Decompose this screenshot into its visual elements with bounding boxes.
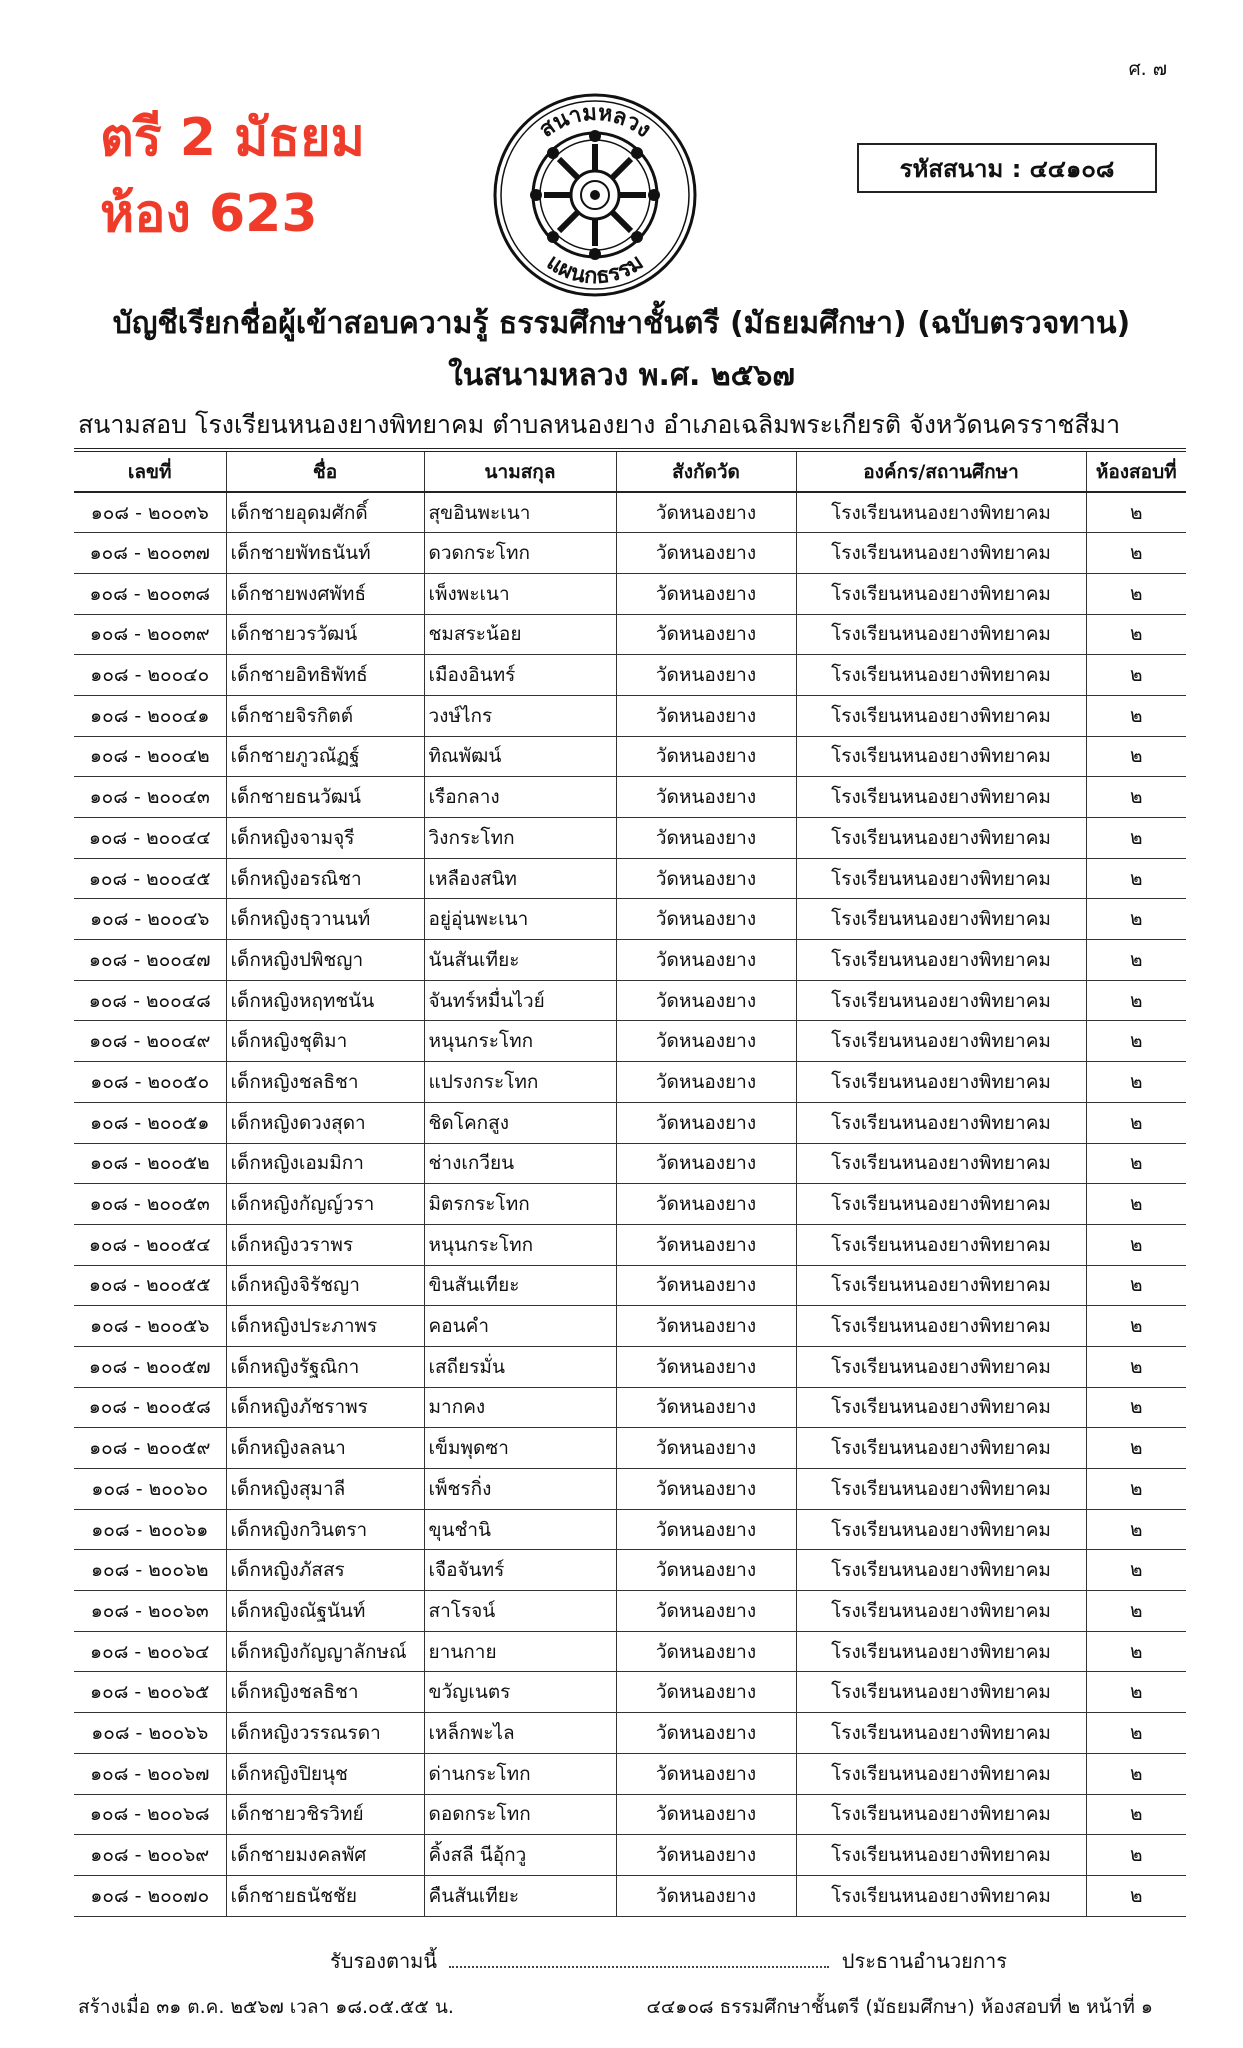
last-name-cell: เพ็ชรกิ่ง bbox=[424, 1469, 616, 1510]
table-row bbox=[74, 1509, 1186, 1550]
temple-cell: วัดหนองยาง bbox=[616, 818, 796, 859]
temple-cell: วัดหนองยาง bbox=[616, 695, 796, 736]
school-cell: โรงเรียนหนองยางพิทยาคม bbox=[796, 1509, 1086, 1550]
last-name-cell: คอนคำ bbox=[424, 1306, 616, 1347]
table-row bbox=[74, 1794, 1186, 1835]
exam-code-box bbox=[857, 143, 1157, 193]
table-row bbox=[74, 1753, 1186, 1794]
last-name-cell: เหล็กพะไล bbox=[424, 1713, 616, 1754]
room-cell: ๒ bbox=[1086, 1550, 1186, 1591]
table-row bbox=[74, 1550, 1186, 1591]
exam-number-cell: ๑๐๘ - ๒๐๐๔๓ bbox=[74, 777, 226, 818]
school-cell: โรงเรียนหนองยางพิทยาคม bbox=[796, 1713, 1086, 1754]
first-name-cell: เด็กชายอุดมศักดิ์ bbox=[226, 492, 424, 533]
room-cell: ๒ bbox=[1086, 736, 1186, 777]
room-cell: ๒ bbox=[1086, 1591, 1186, 1632]
first-name-cell: เด็กชายมงคลพัศ bbox=[226, 1835, 424, 1876]
first-name-cell: เด็กหญิงชุติมา bbox=[226, 1021, 424, 1062]
school-cell: โรงเรียนหนองยางพิทยาคม bbox=[796, 573, 1086, 614]
exam-venue: สนามสอบ โรงเรียนหนองยางพิทยาคม ตำบลหนองยาง อำเภอเฉลิมพระเกียรติ จังหวัดนครราชสีมา bbox=[78, 410, 1121, 439]
temple-cell: วัดหนองยาง bbox=[616, 1631, 796, 1672]
table-row bbox=[74, 1387, 1186, 1428]
school-cell: โรงเรียนหนองยางพิทยาคม bbox=[796, 736, 1086, 777]
temple-cell: วัดหนองยาง bbox=[616, 1224, 796, 1265]
last-name-cell: เรือกลาง bbox=[424, 777, 616, 818]
room-cell: ๒ bbox=[1086, 1713, 1186, 1754]
table-row bbox=[74, 1428, 1186, 1469]
temple-cell: วัดหนองยาง bbox=[616, 1387, 796, 1428]
page-footer-info: ๔๔๑๐๘ ธรรมศึกษาชั้นตรี (มัธยมศึกษา) ห้องสอบที่ ๒ หน้าที่ ๑ bbox=[646, 1996, 1153, 2018]
table-header-row bbox=[74, 450, 1186, 492]
exam-number-cell: ๑๐๘ - ๒๐๐๓๗ bbox=[74, 533, 226, 574]
first-name-cell: เด็กชายพัทธนันท์ bbox=[226, 533, 424, 574]
exam-number-cell: ๑๐๘ - ๒๐๐๔๒ bbox=[74, 736, 226, 777]
column-header: ห้องสอบที่ bbox=[1086, 450, 1186, 492]
column-header: นามสกุล bbox=[424, 450, 616, 492]
exam-number-cell: ๑๐๘ - ๒๐๐๓๖ bbox=[74, 492, 226, 533]
school-cell: โรงเรียนหนองยางพิทยาคม bbox=[796, 1835, 1086, 1876]
table-row bbox=[74, 1591, 1186, 1632]
school-cell: โรงเรียนหนองยางพิทยาคม bbox=[796, 1875, 1086, 1916]
dharma-wheel-seal-icon bbox=[492, 92, 698, 298]
school-cell: โรงเรียนหนองยางพิทยาคม bbox=[796, 695, 1086, 736]
exam-number-cell: ๑๐๘ - ๒๐๐๓๙ bbox=[74, 614, 226, 655]
temple-cell: วัดหนองยาง bbox=[616, 1184, 796, 1225]
last-name-cell: เหลืองสนิท bbox=[424, 858, 616, 899]
first-name-cell: เด็กหญิงรัฐณิกา bbox=[226, 1346, 424, 1387]
exam-number-cell: ๑๐๘ - ๒๐๐๖๙ bbox=[74, 1835, 226, 1876]
temple-cell: วัดหนองยาง bbox=[616, 858, 796, 899]
exam-number-cell: ๑๐๘ - ๒๐๐๔๑ bbox=[74, 695, 226, 736]
table-row bbox=[74, 899, 1186, 940]
first-name-cell: เด็กชายธนวัฒน์ bbox=[226, 777, 424, 818]
table-row bbox=[74, 1184, 1186, 1225]
last-name-cell: ดวดกระโทก bbox=[424, 533, 616, 574]
table-row bbox=[74, 492, 1186, 533]
first-name-cell: เด็กหญิงอรณิชา bbox=[226, 858, 424, 899]
room-note-line2: ห้อง 623 bbox=[100, 184, 318, 244]
temple-cell: วัดหนองยาง bbox=[616, 1021, 796, 1062]
exam-number-cell: ๑๐๘ - ๒๐๐๖๔ bbox=[74, 1631, 226, 1672]
first-name-cell: เด็กหญิงชลธิชา bbox=[226, 1672, 424, 1713]
exam-number-cell: ๑๐๘ - ๒๐๐๖๒ bbox=[74, 1550, 226, 1591]
room-cell: ๒ bbox=[1086, 1224, 1186, 1265]
certify-label: รับรองตามนี้ bbox=[330, 1949, 438, 1973]
table-row bbox=[74, 980, 1186, 1021]
temple-cell: วัดหนองยาง bbox=[616, 1550, 796, 1591]
column-header: สังกัดวัด bbox=[616, 450, 796, 492]
temple-cell: วัดหนองยาง bbox=[616, 1306, 796, 1347]
temple-cell: วัดหนองยาง bbox=[616, 899, 796, 940]
room-cell: ๒ bbox=[1086, 492, 1186, 533]
exam-number-cell: ๑๐๘ - ๒๐๐๓๘ bbox=[74, 573, 226, 614]
school-cell: โรงเรียนหนองยางพิทยาคม bbox=[796, 655, 1086, 696]
school-cell: โรงเรียนหนองยางพิทยาคม bbox=[796, 1591, 1086, 1632]
table-row bbox=[74, 1102, 1186, 1143]
last-name-cell: เมืองอินทร์ bbox=[424, 655, 616, 696]
exam-number-cell: ๑๐๘ - ๒๐๐๖๖ bbox=[74, 1713, 226, 1754]
room-cell: ๒ bbox=[1086, 1184, 1186, 1225]
room-cell: ๒ bbox=[1086, 1306, 1186, 1347]
room-cell: ๒ bbox=[1086, 1875, 1186, 1916]
temple-cell: วัดหนองยาง bbox=[616, 614, 796, 655]
school-cell: โรงเรียนหนองยางพิทยาคม bbox=[796, 1062, 1086, 1103]
table-row bbox=[74, 1021, 1186, 1062]
first-name-cell: เด็กหญิงลลนา bbox=[226, 1428, 424, 1469]
exam-number-cell: ๑๐๘ - ๒๐๐๔๕ bbox=[74, 858, 226, 899]
room-cell: ๒ bbox=[1086, 1062, 1186, 1103]
room-cell: ๒ bbox=[1086, 614, 1186, 655]
last-name-cell: วงษ์ไกร bbox=[424, 695, 616, 736]
temple-cell: วัดหนองยาง bbox=[616, 736, 796, 777]
temple-cell: วัดหนองยาง bbox=[616, 1469, 796, 1510]
table-row bbox=[74, 1631, 1186, 1672]
temple-cell: วัดหนองยาง bbox=[616, 940, 796, 981]
room-cell: ๒ bbox=[1086, 980, 1186, 1021]
exam-number-cell: ๑๐๘ - ๒๐๐๖๕ bbox=[74, 1672, 226, 1713]
table-row bbox=[74, 573, 1186, 614]
temple-cell: วัดหนองยาง bbox=[616, 1794, 796, 1835]
school-cell: โรงเรียนหนองยางพิทยาคม bbox=[796, 1265, 1086, 1306]
first-name-cell: เด็กหญิงกวินตรา bbox=[226, 1509, 424, 1550]
document-title: บัญชีเรียกชื่อผู้เข้าสอบความรู้ ธรรมศึกษาชั้นตรี (มัธยมศึกษา) (ฉบับตรวจทาน) bbox=[112, 306, 1131, 341]
school-cell: โรงเรียนหนองยางพิทยาคม bbox=[796, 1631, 1086, 1672]
last-name-cell: เข็มพุดซา bbox=[424, 1428, 616, 1469]
temple-cell: วัดหนองยาง bbox=[616, 573, 796, 614]
first-name-cell: เด็กหญิงดวงสุดา bbox=[226, 1102, 424, 1143]
first-name-cell: เด็กหญิงกัญญ์วรา bbox=[226, 1184, 424, 1225]
last-name-cell: หนุนกระโทก bbox=[424, 1224, 616, 1265]
temple-cell: วัดหนองยาง bbox=[616, 1265, 796, 1306]
room-cell: ๒ bbox=[1086, 777, 1186, 818]
last-name-cell: วิงกระโทก bbox=[424, 818, 616, 859]
table-row bbox=[74, 1835, 1186, 1876]
table-row bbox=[74, 1265, 1186, 1306]
first-name-cell: เด็กชายวชิรวิทย์ bbox=[226, 1794, 424, 1835]
school-cell: โรงเรียนหนองยางพิทยาคม bbox=[796, 1794, 1086, 1835]
table-row bbox=[74, 695, 1186, 736]
school-cell: โรงเรียนหนองยางพิทยาคม bbox=[796, 1672, 1086, 1713]
room-cell: ๒ bbox=[1086, 1143, 1186, 1184]
table-row bbox=[74, 1062, 1186, 1103]
certification-line bbox=[330, 1945, 1007, 1977]
school-cell: โรงเรียนหนองยางพิทยาคม bbox=[796, 1306, 1086, 1347]
table-row bbox=[74, 1224, 1186, 1265]
column-header: ชื่อ bbox=[226, 450, 424, 492]
room-cell: ๒ bbox=[1086, 858, 1186, 899]
exam-code: รหัสสนาม : ๔๔๑๐๘ bbox=[899, 154, 1115, 183]
first-name-cell: เด็กหญิงสุมาลี bbox=[226, 1469, 424, 1510]
table-row bbox=[74, 818, 1186, 859]
room-cell: ๒ bbox=[1086, 573, 1186, 614]
table-row bbox=[74, 614, 1186, 655]
school-cell: โรงเรียนหนองยางพิทยาคม bbox=[796, 899, 1086, 940]
last-name-cell: ขุนชำนิ bbox=[424, 1509, 616, 1550]
exam-number-cell: ๑๐๘ - ๒๐๐๗๐ bbox=[74, 1875, 226, 1916]
room-cell: ๒ bbox=[1086, 1631, 1186, 1672]
first-name-cell: เด็กชายธนัชชัย bbox=[226, 1875, 424, 1916]
exam-number-cell: ๑๐๘ - ๒๐๐๖๐ bbox=[74, 1469, 226, 1510]
temple-cell: วัดหนองยาง bbox=[616, 1591, 796, 1632]
exam-number-cell: ๑๐๘ - ๒๐๐๔๗ bbox=[74, 940, 226, 981]
first-name-cell: เด็กหญิงเอมมิกา bbox=[226, 1143, 424, 1184]
school-cell: โรงเรียนหนองยางพิทยาคม bbox=[796, 1021, 1086, 1062]
room-cell: ๒ bbox=[1086, 818, 1186, 859]
temple-cell: วัดหนองยาง bbox=[616, 655, 796, 696]
school-cell: โรงเรียนหนองยางพิทยาคม bbox=[796, 1428, 1086, 1469]
room-cell: ๒ bbox=[1086, 1021, 1186, 1062]
document-subtitle: ในสนามหลวง พ.ศ. ๒๕๖๗ bbox=[448, 358, 795, 393]
last-name-cell: ชิดโคกสูง bbox=[424, 1102, 616, 1143]
room-cell: ๒ bbox=[1086, 1753, 1186, 1794]
school-cell: โรงเรียนหนองยางพิทยาคม bbox=[796, 1469, 1086, 1510]
last-name-cell: คืนสันเทียะ bbox=[424, 1875, 616, 1916]
school-cell: โรงเรียนหนองยางพิทยาคม bbox=[796, 1184, 1086, 1225]
last-name-cell: มากคง bbox=[424, 1387, 616, 1428]
signature-dotted-line bbox=[449, 1952, 829, 1968]
school-cell: โรงเรียนหนองยางพิทยาคม bbox=[796, 1143, 1086, 1184]
temple-cell: วัดหนองยาง bbox=[616, 980, 796, 1021]
exam-number-cell: ๑๐๘ - ๒๐๐๕๗ bbox=[74, 1346, 226, 1387]
table-row bbox=[74, 777, 1186, 818]
school-cell: โรงเรียนหนองยางพิทยาคม bbox=[796, 614, 1086, 655]
first-name-cell: เด็กชายอิทธิพัทธ์ bbox=[226, 655, 424, 696]
exam-number-cell: ๑๐๘ - ๒๐๐๔๘ bbox=[74, 980, 226, 1021]
seal-bottom-text: แผนกธรรม bbox=[541, 249, 649, 290]
first-name-cell: เด็กหญิงภัชราพร bbox=[226, 1387, 424, 1428]
last-name-cell: ขวัญเนตร bbox=[424, 1672, 616, 1713]
table-row bbox=[74, 736, 1186, 777]
first-name-cell: เด็กหญิงประภาพร bbox=[226, 1306, 424, 1347]
table-row bbox=[74, 1346, 1186, 1387]
school-cell: โรงเรียนหนองยางพิทยาคม bbox=[796, 492, 1086, 533]
room-cell: ๒ bbox=[1086, 1794, 1186, 1835]
table-row bbox=[74, 655, 1186, 696]
school-cell: โรงเรียนหนองยางพิทยาคม bbox=[796, 533, 1086, 574]
last-name-cell: นันสันเทียะ bbox=[424, 940, 616, 981]
temple-cell: วัดหนองยาง bbox=[616, 533, 796, 574]
school-cell: โรงเรียนหนองยางพิทยาคม bbox=[796, 1550, 1086, 1591]
school-cell: โรงเรียนหนองยางพิทยาคม bbox=[796, 1346, 1086, 1387]
last-name-cell: แปรงกระโทก bbox=[424, 1062, 616, 1103]
exam-number-cell: ๑๐๘ - ๒๐๐๕๖ bbox=[74, 1306, 226, 1347]
room-cell: ๒ bbox=[1086, 655, 1186, 696]
last-name-cell: ขินสันเทียะ bbox=[424, 1265, 616, 1306]
last-name-cell: เพ็งพะเนา bbox=[424, 573, 616, 614]
last-name-cell: ยานกาย bbox=[424, 1631, 616, 1672]
column-header: เลขที่ bbox=[74, 450, 226, 492]
school-cell: โรงเรียนหนองยางพิทยาคม bbox=[796, 1753, 1086, 1794]
last-name-cell: สาโรจน์ bbox=[424, 1591, 616, 1632]
first-name-cell: เด็กหญิงจามจุรี bbox=[226, 818, 424, 859]
room-cell: ๒ bbox=[1086, 1387, 1186, 1428]
last-name-cell: เจือจันทร์ bbox=[424, 1550, 616, 1591]
room-cell: ๒ bbox=[1086, 1672, 1186, 1713]
table-row bbox=[74, 1713, 1186, 1754]
first-name-cell: เด็กหญิงวราพร bbox=[226, 1224, 424, 1265]
school-cell: โรงเรียนหนองยางพิทยาคม bbox=[796, 777, 1086, 818]
last-name-cell: ทิณพัฒน์ bbox=[424, 736, 616, 777]
temple-cell: วัดหนองยาง bbox=[616, 1835, 796, 1876]
room-cell: ๒ bbox=[1086, 899, 1186, 940]
exam-number-cell: ๑๐๘ - ๒๐๐๖๓ bbox=[74, 1591, 226, 1632]
last-name-cell: ด่านกระโทก bbox=[424, 1753, 616, 1794]
room-cell: ๒ bbox=[1086, 1346, 1186, 1387]
last-name-cell: ดอดกระโทก bbox=[424, 1794, 616, 1835]
exam-number-cell: ๑๐๘ - ๒๐๐๔๖ bbox=[74, 899, 226, 940]
room-cell: ๒ bbox=[1086, 1835, 1186, 1876]
temple-cell: วัดหนองยาง bbox=[616, 1672, 796, 1713]
school-cell: โรงเรียนหนองยางพิทยาคม bbox=[796, 1387, 1086, 1428]
seal-top-text: สนามหลวง bbox=[534, 100, 656, 143]
school-cell: โรงเรียนหนองยางพิทยาคม bbox=[796, 858, 1086, 899]
exam-number-cell: ๑๐๘ - ๒๐๐๕๒ bbox=[74, 1143, 226, 1184]
column-header: องค์กร/สถานศึกษา bbox=[796, 450, 1086, 492]
table-row bbox=[74, 940, 1186, 981]
room-cell: ๒ bbox=[1086, 1428, 1186, 1469]
school-cell: โรงเรียนหนองยางพิทยาคม bbox=[796, 818, 1086, 859]
first-name-cell: เด็กชายภูวณัฏฐ์ bbox=[226, 736, 424, 777]
last-name-cell: คิ้งสลี นีอุ้กวู bbox=[424, 1835, 616, 1876]
table-row bbox=[74, 1875, 1186, 1916]
room-cell: ๒ bbox=[1086, 940, 1186, 981]
exam-number-cell: ๑๐๘ - ๒๐๐๔๙ bbox=[74, 1021, 226, 1062]
first-name-cell: เด็กชายวรวัฒน์ bbox=[226, 614, 424, 655]
temple-cell: วัดหนองยาง bbox=[616, 492, 796, 533]
examinee-table bbox=[74, 448, 1186, 1917]
last-name-cell: ชมสระน้อย bbox=[424, 614, 616, 655]
created-timestamp: สร้างเมื่อ ๓๑ ต.ค. ๒๕๖๗ เวลา ๑๘.๐๕.๕๕ น. bbox=[78, 1996, 454, 2018]
temple-cell: วัดหนองยาง bbox=[616, 1143, 796, 1184]
table-row bbox=[74, 533, 1186, 574]
room-note-line1: ตรี 2 มัธยม bbox=[100, 108, 365, 168]
exam-number-cell: ๑๐๘ - ๒๐๐๔๐ bbox=[74, 655, 226, 696]
exam-number-cell: ๑๐๘ - ๒๐๐๖๘ bbox=[74, 1794, 226, 1835]
exam-number-cell: ๑๐๘ - ๒๐๐๕๕ bbox=[74, 1265, 226, 1306]
temple-cell: วัดหนองยาง bbox=[616, 1713, 796, 1754]
first-name-cell: เด็กหญิงหฤทชนัน bbox=[226, 980, 424, 1021]
last-name-cell: หนุนกระโทก bbox=[424, 1021, 616, 1062]
form-number: ศ. ๗ bbox=[1128, 58, 1167, 80]
table-row bbox=[74, 1143, 1186, 1184]
exam-number-cell: ๑๐๘ - ๒๐๐๕๘ bbox=[74, 1387, 226, 1428]
room-cell: ๒ bbox=[1086, 1469, 1186, 1510]
first-name-cell: เด็กหญิงชลธิชา bbox=[226, 1062, 424, 1103]
room-cell: ๒ bbox=[1086, 1102, 1186, 1143]
last-name-cell: เสถียรมั่น bbox=[424, 1346, 616, 1387]
first-name-cell: เด็กชายจิรกิตต์ bbox=[226, 695, 424, 736]
room-cell: ๒ bbox=[1086, 1265, 1186, 1306]
school-cell: โรงเรียนหนองยางพิทยาคม bbox=[796, 1224, 1086, 1265]
temple-cell: วัดหนองยาง bbox=[616, 1875, 796, 1916]
school-cell: โรงเรียนหนองยางพิทยาคม bbox=[796, 1102, 1086, 1143]
temple-cell: วัดหนองยาง bbox=[616, 777, 796, 818]
exam-number-cell: ๑๐๘ - ๒๐๐๔๔ bbox=[74, 818, 226, 859]
temple-cell: วัดหนองยาง bbox=[616, 1428, 796, 1469]
room-cell: ๒ bbox=[1086, 533, 1186, 574]
temple-cell: วัดหนองยาง bbox=[616, 1346, 796, 1387]
table-row bbox=[74, 1672, 1186, 1713]
exam-number-cell: ๑๐๘ - ๒๐๐๕๙ bbox=[74, 1428, 226, 1469]
school-cell: โรงเรียนหนองยางพิทยาคม bbox=[796, 940, 1086, 981]
temple-cell: วัดหนองยาง bbox=[616, 1102, 796, 1143]
exam-number-cell: ๑๐๘ - ๒๐๐๕๓ bbox=[74, 1184, 226, 1225]
last-name-cell: สุขอินพะเนา bbox=[424, 492, 616, 533]
first-name-cell: เด็กหญิงกัญญาลักษณ์ bbox=[226, 1631, 424, 1672]
exam-number-cell: ๑๐๘ - ๒๐๐๖๑ bbox=[74, 1509, 226, 1550]
first-name-cell: เด็กหญิงจิรัชญา bbox=[226, 1265, 424, 1306]
exam-number-cell: ๑๐๘ - ๒๐๐๕๔ bbox=[74, 1224, 226, 1265]
exam-number-cell: ๑๐๘ - ๒๐๐๕๑ bbox=[74, 1102, 226, 1143]
table-row bbox=[74, 858, 1186, 899]
temple-cell: วัดหนองยาง bbox=[616, 1062, 796, 1103]
exam-number-cell: ๑๐๘ - ๒๐๐๖๗ bbox=[74, 1753, 226, 1794]
first-name-cell: เด็กหญิงณัฐนันท์ bbox=[226, 1591, 424, 1632]
first-name-cell: เด็กชายพงศพัทธ์ bbox=[226, 573, 424, 614]
first-name-cell: เด็กหญิงวรรณรดา bbox=[226, 1713, 424, 1754]
last-name-cell: อยู่อุ่นพะเนา bbox=[424, 899, 616, 940]
first-name-cell: เด็กหญิงปพิชญา bbox=[226, 940, 424, 981]
first-name-cell: เด็กหญิงปิยนุช bbox=[226, 1753, 424, 1794]
temple-cell: วัดหนองยาง bbox=[616, 1753, 796, 1794]
certify-role: ประธานอำนวยการ bbox=[841, 1949, 1007, 1973]
exam-number-cell: ๑๐๘ - ๒๐๐๕๐ bbox=[74, 1062, 226, 1103]
table-row bbox=[74, 1306, 1186, 1347]
table-row bbox=[74, 1469, 1186, 1510]
last-name-cell: มิตรกระโทก bbox=[424, 1184, 616, 1225]
handwritten-room-note bbox=[100, 100, 365, 252]
first-name-cell: เด็กหญิงภัสสร bbox=[226, 1550, 424, 1591]
last-name-cell: ช่างเกวียน bbox=[424, 1143, 616, 1184]
temple-cell: วัดหนองยาง bbox=[616, 1509, 796, 1550]
last-name-cell: จันทร์หมื่นไวย์ bbox=[424, 980, 616, 1021]
room-cell: ๒ bbox=[1086, 695, 1186, 736]
first-name-cell: เด็กหญิงธุวานนท์ bbox=[226, 899, 424, 940]
school-cell: โรงเรียนหนองยางพิทยาคม bbox=[796, 980, 1086, 1021]
room-cell: ๒ bbox=[1086, 1509, 1186, 1550]
